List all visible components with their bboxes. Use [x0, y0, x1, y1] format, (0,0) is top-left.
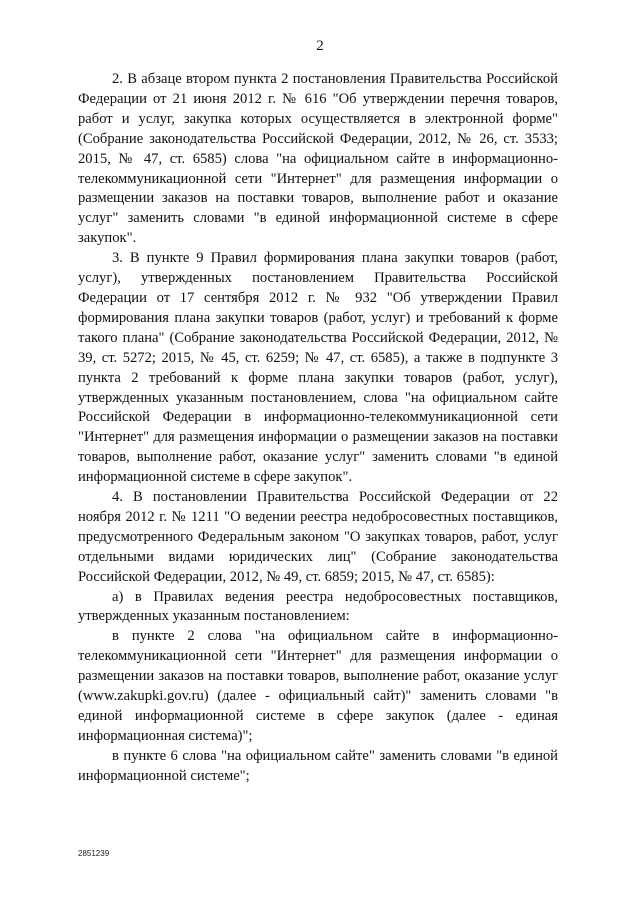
paragraph-item-4: 4. В постановлении Правительства Российской Федерации от 22 ноября 2012 г. № 1211 "О ведении реестра недобросовестных поставщиков, предусмотренного Федеральным законом "О закупках товаров, работ, услуг отдельными видами юридических лиц" (Собрание законодательства Российской Федерации, 2012, № 49, ст. 6859; 2015, № 47, ст. 6585): — [78, 489, 558, 585]
paragraph-point-2-amendment: в пункте 2 слова "на официальном сайте в информационно-телекоммуникационной сети "Интернет" для размещения информации о размещении заказов на поставки товаров, выполнение работ, оказание услуг (www.zakupki.gov.ru) (далее - официальный сайт)" заменить словами "в единой информационной системе в сфере закупок (далее - единая информационная система)"; — [78, 628, 558, 744]
paragraph-item-3: 3. В пункте 9 Правил формирования плана закупки товаров (работ, услуг), утвержденных постановлением Правительства Российской Федерации от 17 сентября 2012 г. № 932 "Об утверждении Правил формирования плана закупки товаров (работ, услуг) и требований к форме такого плана" (Собрание законодательства Российской Федерации, 2012, № 39, ст. 5272; 2015, № 45, ст. 6259; № 47, ст. 6585), а также в подпункте 3 пункта 2 требований к форме плана закупки товаров (работ, услуг), утвержденных указанным постановлением, слова "на официальном сайте Российской Федерации в информационно-телекоммуникационной сети "Интернет" для размещения информации о размещении заказов на поставки товаров, выполнение работ, оказание услуг" заменить словами "в единой информационной системе в сфере закупок". — [78, 250, 558, 486]
document-body — [78, 70, 558, 787]
paragraph-subitem-a: а) в Правилах ведения реестра недобросовестных поставщиков, утвержденных указанным постановлением: — [78, 588, 558, 625]
paragraph-point-6-amendment: в пункте 6 слова "на официальном сайте" заменить словами "в единой информационной системе"; — [78, 747, 558, 784]
page-number: 2 — [316, 38, 324, 54]
document-code: 2851239 — [78, 849, 110, 858]
paragraph-item-2: 2. В абзаце втором пункта 2 постановления Правительства Российской Федерации от 21 июня 2012 г. № 616 "Об утверждении перечня товаров, работ и услуг, закупка которых осуществляется в электронной форме" (Собрание законодательства Российской Федерации, 2012, № 26, ст. 3533; 2015, № 47, ст. 6585) слова "на официальном сайте в информационно-телекоммуникационной сети "Интернет" для размещения информации о размещении заказов на поставки товаров, выполнение работ и оказание услуг" заменить словами "в единой информационной системе в сфере закупок". — [78, 71, 558, 247]
